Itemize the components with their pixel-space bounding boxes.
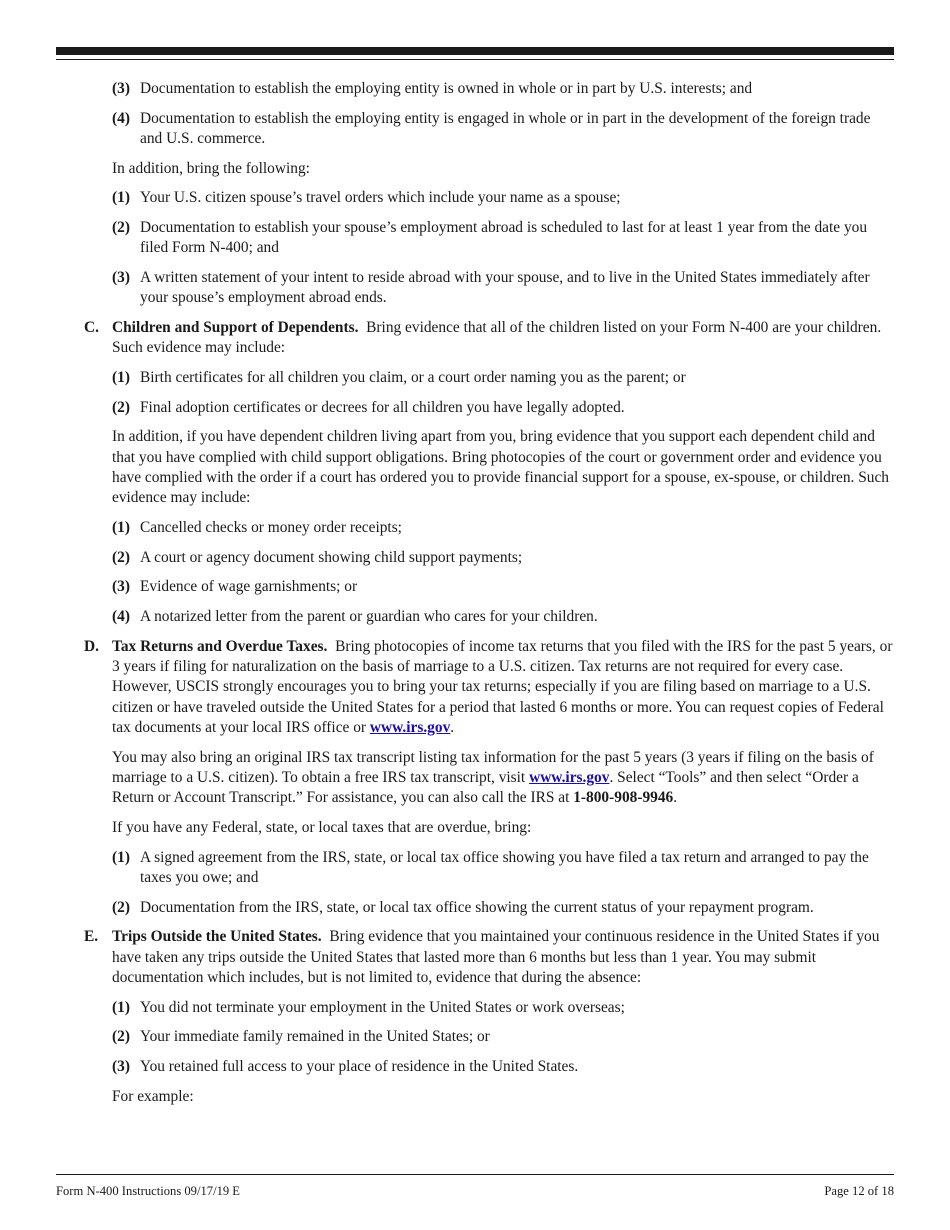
list-item bbox=[112, 79, 896, 99]
footer-page-number: Page 12 of 18 bbox=[824, 1184, 894, 1198]
list-item bbox=[112, 188, 896, 208]
list-item bbox=[112, 848, 896, 889]
item-number: (1) bbox=[112, 369, 130, 386]
item-text: Birth certificates for all children you claim, or a court order naming you as the parent; or bbox=[140, 369, 686, 386]
item-text: You did not terminate your employment in the United States or work overseas; bbox=[140, 998, 625, 1016]
list-item bbox=[112, 898, 896, 918]
list-item bbox=[112, 398, 896, 418]
section-letter: D. bbox=[84, 637, 99, 655]
list-item bbox=[112, 998, 896, 1018]
item-number: (1) bbox=[112, 848, 130, 866]
item-text: You retained full access to your place of residence in the United States. bbox=[140, 1057, 579, 1075]
list-item bbox=[112, 548, 896, 568]
punctuation: . bbox=[673, 789, 678, 807]
item-number: (2) bbox=[112, 898, 130, 916]
item-number: (3) bbox=[112, 80, 130, 97]
item-text: Documentation from the IRS, state, or local tax office showing the current status of your repayment program. bbox=[140, 898, 814, 916]
item-number: (3) bbox=[112, 578, 130, 596]
irs-transcript-paragraph bbox=[112, 748, 896, 809]
item-text: A written statement of your intent to reside abroad with your spouse, and to live in the United States immediately after your spouse’s employment abroad ends. bbox=[140, 269, 870, 307]
item-text: A notarized letter from the parent or guardian who cares for your children. bbox=[140, 608, 598, 626]
section-title: Tax Returns and Overdue Taxes. bbox=[112, 637, 328, 655]
list-item bbox=[112, 607, 896, 627]
footer-form-id: Form N-400 Instructions 09/17/19 E bbox=[56, 1184, 240, 1198]
item-text: Evidence of wage garnishments; or bbox=[140, 578, 358, 596]
item-text: A signed agreement from the IRS, state, or local tax office showing you have filed a tax return and arranged to pay the taxes you owe; and bbox=[140, 848, 869, 886]
item-number: (1) bbox=[112, 518, 130, 536]
page-content bbox=[0, 79, 950, 1116]
section-e bbox=[84, 927, 896, 988]
section-letter: E. bbox=[84, 928, 99, 946]
overdue-taxes-paragraph: If you have any Federal, state, or local taxes that are overdue, bring: bbox=[112, 818, 532, 836]
item-number: (1) bbox=[112, 998, 130, 1016]
paragraph-text: . Select “Tools” and then select “Order a Return or Account Transcript.” For assistance, you can also call the IRS at bbox=[112, 768, 859, 807]
item-number: (3) bbox=[112, 269, 130, 287]
item-number: (4) bbox=[112, 608, 130, 626]
item-text: Final adoption certificates or decrees for all children you have legally adopted. bbox=[140, 398, 625, 416]
item-text: Your U.S. citizen spouse’s travel orders which include your name as a spouse; bbox=[140, 189, 621, 207]
section-title: Trips Outside the United States. bbox=[112, 928, 322, 946]
paragraph-text: You may also bring an original IRS tax transcript listing tax information for the past 5 years (3 years if filing on the basis of marriage to a U.S. citizen). To obtain a free IRS tax transcript, visit bbox=[112, 748, 874, 786]
header-thin-rule bbox=[56, 59, 894, 60]
list-item bbox=[112, 109, 896, 150]
section-letter: C. bbox=[84, 319, 99, 337]
item-number: (1) bbox=[112, 189, 130, 207]
section-title: Children and Support of Dependents. bbox=[112, 319, 359, 337]
section-c bbox=[84, 318, 896, 359]
in-addition-paragraph: In addition, bring the following: bbox=[112, 159, 310, 177]
item-number: (4) bbox=[112, 109, 130, 127]
list-item bbox=[112, 368, 896, 388]
footer-rule bbox=[56, 1174, 894, 1175]
section-intro: Bring photocopies of income tax returns that you filed with the IRS for the past 5 years, or 3 years if filing for naturalization on the basis of marriage to a U.S. citizen. Tax returns are not required for every case. However, USCIS strongly encourages you to bring your tax returns; especially if you are filing based on marriage to a U.S. citizen or have traveled outside the United States for a period that lasted 6 months or more. You can request copies of Federal tax documents at your local IRS office or bbox=[112, 637, 893, 736]
item-number: (2) bbox=[112, 548, 130, 566]
item-text: A court or agency document showing child support payments; bbox=[140, 548, 523, 566]
irs-link[interactable]: www.irs.gov bbox=[529, 768, 610, 786]
list-item bbox=[112, 518, 896, 538]
item-number: (2) bbox=[112, 1028, 130, 1046]
in-addition-paragraph: In addition, if you have dependent children living apart from you, bring evidence that you support each dependent child and that you have complied with child support obligations. Bring photocopies of the court or government order and evidence you have complied with the order if a court has ordered you to provide financial support for a spouse, ex-spouse, or children. Such evidence may include: bbox=[112, 428, 890, 507]
list-item bbox=[112, 1057, 896, 1077]
item-number: (2) bbox=[112, 219, 130, 237]
list-item bbox=[112, 577, 896, 597]
list-item bbox=[112, 1027, 896, 1047]
for-example-paragraph: For example: bbox=[112, 1087, 194, 1105]
item-text: Cancelled checks or money order receipts; bbox=[140, 518, 402, 536]
list-item bbox=[112, 218, 896, 259]
item-text: Documentation to establish the employing entity is owned in whole or in part by U.S. interests; and bbox=[140, 80, 753, 97]
item-number: (3) bbox=[112, 1057, 130, 1075]
section-d bbox=[84, 637, 896, 738]
header-thick-rule bbox=[56, 47, 894, 55]
item-text: Documentation to establish the employing entity is engaged in whole or in part in the development of the foreign trade and U.S. commerce. bbox=[140, 109, 871, 147]
punctuation: . bbox=[450, 718, 455, 736]
item-number: (2) bbox=[112, 398, 130, 416]
section-intro: Bring evidence that you maintained your continuous residence in the United States if you have taken any trips outside the United States that lasted more than 6 months but less than 1 year. You may submit documentation which includes, but is not limited to, evidence that during the absence: bbox=[112, 928, 880, 986]
irs-link[interactable]: www.irs.gov bbox=[369, 718, 451, 736]
item-text: Your immediate family remained in the United States; or bbox=[140, 1028, 490, 1046]
irs-phone-number: 1-800-908-9946 bbox=[573, 789, 674, 807]
item-text: Documentation to establish your spouse’s employment abroad is scheduled to last for at least 1 year from the date you filed Form N-400; and bbox=[140, 219, 868, 257]
list-item bbox=[112, 268, 896, 309]
section-intro: Bring evidence that all of the children listed on your Form N-400 are your children. Such evidence may include: bbox=[112, 319, 882, 357]
